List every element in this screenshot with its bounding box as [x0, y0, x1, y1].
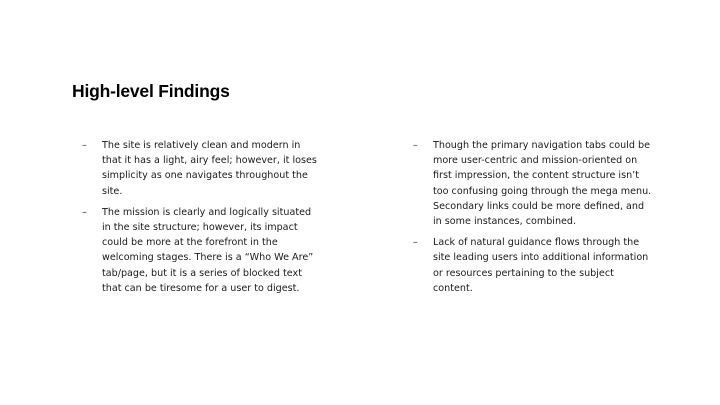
finding-text: The site is relatively clean and modern in that it has a light, airy feel; however, it loses simplicity as one navigates throughout the site.: [102, 140, 317, 197]
finding-item: [413, 138, 653, 229]
finding-text: Though the primary navigation tabs could be more user-centric and mission-oriented on first impression, the content structure isn’t too confusing going through the mega menu. Secondary links could be more defined, and in some instances, combined.: [433, 140, 652, 228]
dash-bullet-icon: –: [413, 237, 418, 249]
dash-bullet-icon: –: [82, 140, 87, 151]
findings-left-column: [82, 138, 322, 302]
finding-text: The mission is clearly and logically situated in the site structure; however, its impact could be more at the forefront in the welcoming stages. There is a “Who We Are” tab/page, but it is a series of blocked text that can be tiresome for a user to digest.: [102, 206, 314, 294]
finding-item: [82, 138, 322, 199]
finding-text: Lack of natural guidance flows through the site leading users into additional information or resources pertaining to the subject content.: [433, 237, 649, 294]
findings-right-column: [413, 138, 653, 302]
dash-bullet-icon: –: [413, 140, 418, 151]
finding-item: [82, 205, 322, 296]
finding-item: [413, 235, 653, 296]
dash-bullet-icon: –: [82, 206, 87, 218]
slide-title: High-level Findings: [72, 81, 230, 101]
